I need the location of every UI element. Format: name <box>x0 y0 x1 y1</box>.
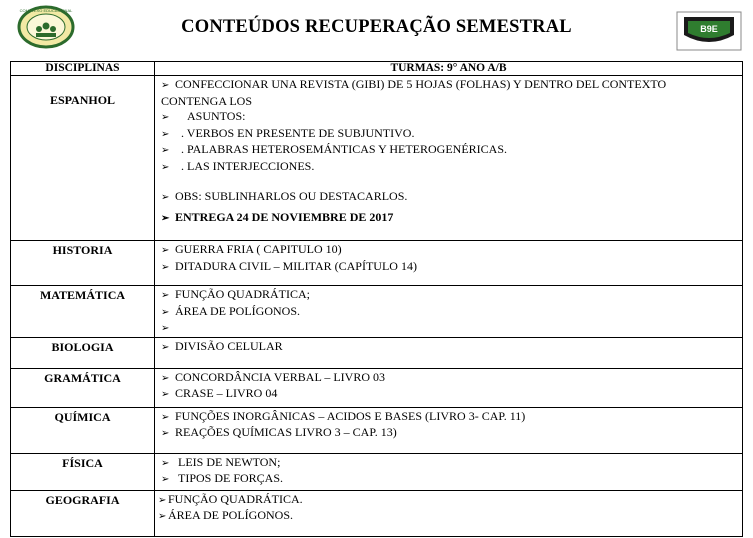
arrow-bullet-icon: ➢ <box>161 428 170 439</box>
list-item: ➢ CONCORDÂNCIA VERBAL – LIVRO 03 <box>161 370 742 387</box>
arrow-bullet-icon: ➢ <box>161 474 170 485</box>
table-row <box>11 453 743 490</box>
arrow-bullet-icon: ➢ <box>161 80 170 91</box>
content-cell <box>155 241 743 286</box>
subject-cell: BIOLOGIA <box>11 337 155 368</box>
subject-cell: MATEMÁTICA <box>11 286 155 338</box>
arrow-bullet-icon: ➢ <box>161 411 170 423</box>
list-item: ➢ GUERRA FRIA ( CAPITULO 10) <box>161 242 742 259</box>
content-cell <box>155 407 743 453</box>
list-item: ➢ DIVISÃO CELULAR <box>161 339 742 356</box>
list-item: ➢ ÁREA DE POLÍGONOS. <box>161 304 742 321</box>
table-row <box>11 241 743 286</box>
list-item: ➢ ÁREA DE POLÍGONOS. <box>158 508 742 525</box>
list-item <box>161 320 742 337</box>
content-cell <box>155 490 743 536</box>
arrow-bullet-icon: ➢ <box>161 128 170 140</box>
content-cell <box>155 286 743 338</box>
arrow-bullet-icon: ➢ <box>161 112 170 123</box>
arrow-bullet-icon: ➢ <box>161 290 170 301</box>
content-cell <box>155 337 743 368</box>
content-cell <box>155 76 743 241</box>
arrow-bullet-icon: ➢ <box>161 261 170 273</box>
arrow-bullet-icon: ➢ <box>161 372 170 384</box>
list-item: ➢ REAÇÕES QUÍMICAS LIVRO 3 – CAP. 13) <box>161 425 742 442</box>
page-title: CONTEÚDOS RECUPERAÇÃO SEMESTRAL <box>181 17 572 37</box>
list-item: ➢ DITADURA CIVIL – MILITAR (CAPÍTULO 14) <box>161 259 742 276</box>
list-item: ➢ ASUNTOS: <box>161 109 742 126</box>
arrow-bullet-icon: ➢ <box>158 511 167 522</box>
table-row <box>11 407 743 453</box>
subject-cell: QUÍMICA <box>11 407 155 453</box>
list-item: ➢ LEIS DE NEWTON; <box>161 455 742 472</box>
list-item: ➢ OBS: SUBLINHARLOS OU DESTACARLOS. <box>161 189 742 206</box>
table-row <box>11 368 743 407</box>
arrow-bullet-icon: ➢ <box>161 323 170 334</box>
subject-cell: GRAMÁTICA <box>11 368 155 407</box>
list-item: ➢ . PALABRAS HETEROSEMÁNTICAS Y HETEROGENÉRICAS. <box>161 142 742 159</box>
subject-cell: FÍSICA <box>11 453 155 490</box>
list-item: ➢ . VERBOS EN PRESENTE DE SUBJUNTIVO. <box>161 126 742 143</box>
arrow-bullet-icon: ➢ <box>161 245 170 256</box>
list-item: ➢ TIPOS DE FORÇAS. <box>161 471 742 488</box>
list-item: ➢ ENTREGA 24 DE NOVIEMBRE DE 2017 <box>161 210 742 227</box>
content-cell <box>155 368 743 407</box>
list-item: ➢ CONFECCIONAR UNA REVISTA (GIBI) DE 5 HOJAS (FOLHAS) Y DENTRO DEL CONTEXTO <box>161 77 742 94</box>
arrow-bullet-icon: ➢ <box>158 494 167 506</box>
content-table <box>10 61 743 537</box>
table-header-row <box>11 62 743 76</box>
content-cell <box>155 453 743 490</box>
subject-cell: GEOGRAFIA <box>11 490 155 536</box>
list-item: ➢ CRASE – LIVRO 04 <box>161 386 742 403</box>
arrow-bullet-icon: ➢ <box>161 306 170 318</box>
table-row <box>11 76 743 241</box>
table-row <box>11 286 743 338</box>
list-item: ➢ . LAS INTERJECCIONES. <box>161 159 742 176</box>
arrow-bullet-icon: ➢ <box>161 389 170 400</box>
arrow-bullet-icon: ➢ <box>161 341 170 353</box>
list-item: ➢ FUNÇÃO QUADRÁTICA. <box>158 492 742 509</box>
header-content: TURMAS: 9° ANO A/B <box>155 62 743 76</box>
header-subjects: DISCIPLINAS <box>11 62 155 76</box>
logo-left-text: COMPLEXO EDUCACIONAL <box>19 8 73 13</box>
arrow-bullet-icon: ➢ <box>161 192 170 203</box>
list-item: ➢ FUNÇÃO QUADRÁTICA; <box>161 287 742 304</box>
arrow-bullet-icon: ➢ <box>161 457 170 469</box>
arrow-bullet-icon: ➢ <box>161 145 170 156</box>
list-item: CONTENGA LOS <box>161 93 253 108</box>
subject-cell: ESPANHOL <box>11 76 155 241</box>
subject-cell: HISTORIA <box>11 241 155 286</box>
arrow-bullet-icon: ➢ <box>161 212 170 224</box>
table-row <box>11 337 743 368</box>
list-item: ➢ FUNÇÕES INORGÂNICAS – ACIDOS E BASES (LIVRO 3- CAP. 11) <box>161 409 742 426</box>
arrow-bullet-icon: ➢ <box>161 161 170 173</box>
table-row <box>11 490 743 536</box>
logo-right-text: B9E <box>700 24 718 34</box>
